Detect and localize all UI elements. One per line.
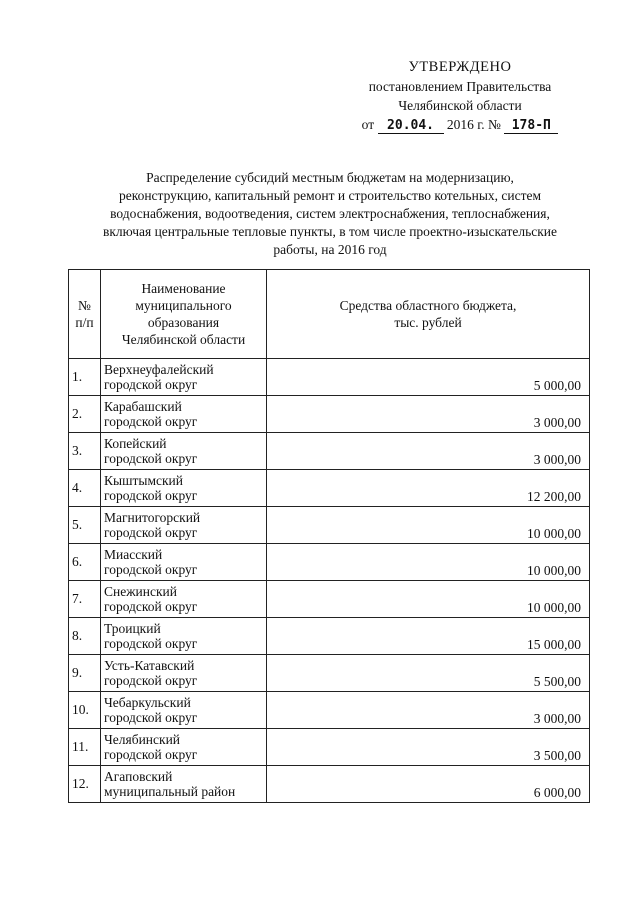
- table-row: [69, 766, 590, 803]
- municipality-name: [101, 433, 267, 470]
- row-number: 3.: [69, 433, 101, 470]
- approval-line-1: постановлением Правительства: [368, 79, 552, 94]
- title-line: водоснабжения, водоотведения, систем электроснабжения, теплоснабжения,: [110, 206, 550, 221]
- header-num: [69, 270, 101, 359]
- date-suffix: 2016 г. №: [446, 117, 501, 132]
- table-row: [69, 396, 590, 433]
- municipality-name-line: городской округ: [104, 488, 198, 503]
- budget-amount: 10 000,00: [267, 507, 590, 544]
- municipality-name-line: Миасский: [104, 546, 163, 562]
- table-row: [69, 581, 590, 618]
- header-num-line: п/п: [75, 315, 94, 330]
- municipality-name-line: Карабашский: [104, 398, 182, 414]
- municipality-name-line: городской округ: [104, 414, 198, 429]
- header-name-line: Челябинской области: [121, 332, 246, 347]
- subsidy-table: [68, 269, 590, 803]
- municipality-name-line: городской округ: [104, 673, 198, 688]
- municipality-name-line: городской округ: [104, 747, 198, 762]
- table-row: [69, 470, 590, 507]
- municipality-name-line: Кыштымский: [104, 472, 183, 488]
- municipality-name-line: городской округ: [104, 636, 198, 651]
- table-row: [69, 692, 590, 729]
- municipality-name: [101, 692, 267, 729]
- table-row: [69, 655, 590, 692]
- header-name-line: муниципального: [135, 298, 232, 313]
- municipality-name-line: Магнитогорский: [104, 509, 201, 525]
- municipality-name: [101, 729, 267, 766]
- municipality-name: [101, 359, 267, 396]
- table-row: [69, 507, 590, 544]
- row-number: 6.: [69, 544, 101, 581]
- municipality-name-line: городской округ: [104, 451, 198, 466]
- header-amount-line: тыс. рублей: [394, 315, 462, 330]
- budget-amount: 3 000,00: [267, 433, 590, 470]
- municipality-name: [101, 581, 267, 618]
- table-row: [69, 433, 590, 470]
- budget-amount: 3 000,00: [267, 692, 590, 729]
- municipality-name-line: городской округ: [104, 562, 198, 577]
- row-number: 2.: [69, 396, 101, 433]
- municipality-name-line: городской округ: [104, 377, 198, 392]
- municipality-name: [101, 507, 267, 544]
- municipality-name: [101, 470, 267, 507]
- budget-amount: 10 000,00: [267, 544, 590, 581]
- table-header-row: [69, 270, 590, 359]
- row-number: 5.: [69, 507, 101, 544]
- row-number: 11.: [69, 729, 101, 766]
- municipality-name-line: Снежинский: [104, 583, 177, 599]
- municipality-name-line: Агаповский: [104, 768, 173, 784]
- budget-amount: 3 500,00: [267, 729, 590, 766]
- approval-date-line: [330, 115, 590, 134]
- municipality-name-line: муниципальный район: [104, 784, 236, 799]
- budget-amount: 6 000,00: [267, 766, 590, 803]
- municipality-name-line: Копейский: [104, 435, 167, 451]
- title-line: Распределение субсидий местным бюджетам на модернизацию,: [146, 170, 514, 185]
- municipality-name-line: городской округ: [104, 599, 198, 614]
- budget-amount: 5 500,00: [267, 655, 590, 692]
- title-line: реконструкцию, капитальный ремонт и строительство котельных, систем: [118, 188, 542, 203]
- municipality-name: [101, 396, 267, 433]
- header-num-line: №: [78, 298, 91, 313]
- row-number: 10.: [69, 692, 101, 729]
- table-row: [69, 359, 590, 396]
- header-name: [101, 270, 267, 359]
- approval-block: [330, 58, 590, 134]
- table-row: [69, 544, 590, 581]
- budget-amount: 10 000,00: [267, 581, 590, 618]
- municipality-name-line: Челябинский: [104, 731, 181, 747]
- row-number: 7.: [69, 581, 101, 618]
- municipality-name-line: городской округ: [104, 525, 198, 540]
- table-row: [69, 618, 590, 655]
- budget-amount: 12 200,00: [267, 470, 590, 507]
- handwritten-date: 20.04.: [378, 118, 444, 134]
- budget-amount: 15 000,00: [267, 618, 590, 655]
- header-amount-line: Средства областного бюджета,: [339, 298, 517, 313]
- row-number: 12.: [69, 766, 101, 803]
- document-title: [60, 169, 600, 259]
- municipality-name: [101, 766, 267, 803]
- municipality-name-line: городской округ: [104, 710, 198, 725]
- row-number: 9.: [69, 655, 101, 692]
- approval-line-2: Челябинской области: [398, 98, 522, 113]
- handwritten-number: 178-П: [504, 118, 558, 134]
- municipality-name-line: Усть-Катавский: [104, 657, 195, 673]
- table-row: [69, 729, 590, 766]
- municipality-name-line: Чебаркульский: [104, 694, 191, 710]
- budget-amount: 5 000,00: [267, 359, 590, 396]
- approval-heading: УТВЕРЖДЕНО: [408, 59, 512, 75]
- header-name-line: Наименование: [141, 281, 226, 296]
- row-number: 8.: [69, 618, 101, 655]
- municipality-name: [101, 618, 267, 655]
- row-number: 1.: [69, 359, 101, 396]
- budget-amount: 3 000,00: [267, 396, 590, 433]
- header-amount: [267, 270, 590, 359]
- municipality-name: [101, 544, 267, 581]
- title-line: включая центральные тепловые пункты, в том числе проектно-изыскательские: [102, 224, 558, 239]
- row-number: 4.: [69, 470, 101, 507]
- municipality-name-line: Верхнеуфалейский: [104, 361, 214, 377]
- title-line: работы, на 2016 год: [273, 242, 387, 257]
- municipality-name: [101, 655, 267, 692]
- header-name-line: образования: [147, 315, 220, 330]
- date-prefix: от: [361, 117, 375, 132]
- municipality-name-line: Троицкий: [104, 620, 161, 636]
